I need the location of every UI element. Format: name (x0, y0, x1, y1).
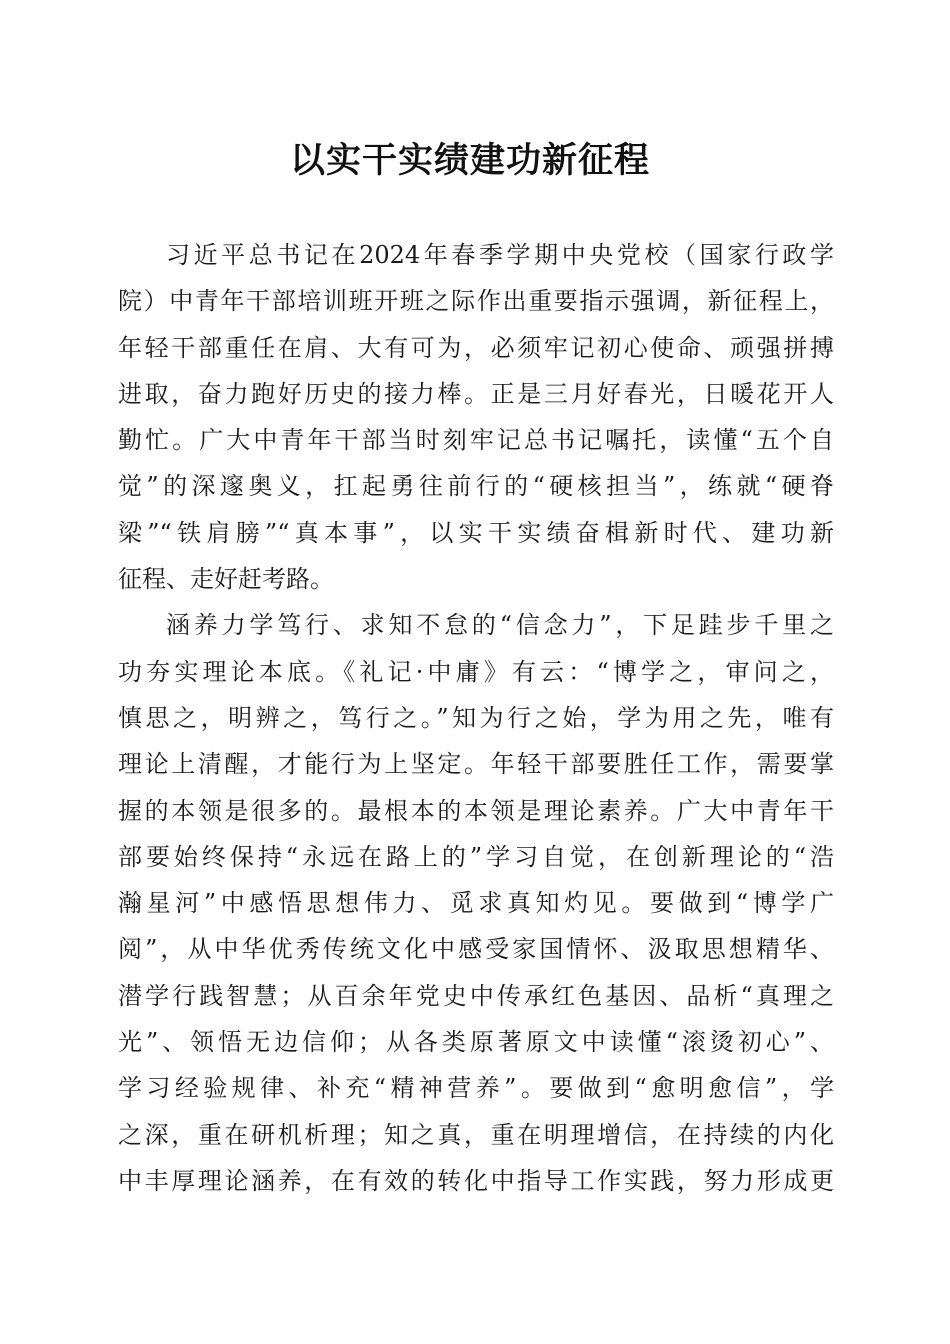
paragraph-line: 光”、领悟无边信仰；从各类原著原文中读懂“滚烫初心”、 (118, 1028, 834, 1057)
paragraph-line: 院）中青年干部培训班开班之际作出重要指示强调，新征程上， (118, 287, 834, 316)
paragraph-line: 涵养力学笃行、求知不怠的“信念力”，下足跬步千里之 (166, 611, 834, 640)
paragraph-line: 功夯实理论本底。《礼记·中庸》有云：“博学之，审问之， (118, 657, 834, 686)
document-body (118, 232, 834, 1204)
paragraph-line: 进取，奋力跑好历史的接力棒。正是三月好春光，日暖花开人 (118, 379, 834, 408)
paragraph-line: 潜学行践智慧；从百余年党史中传承红色基因、品析“真理之 (118, 981, 834, 1010)
paragraph-line: 握的本领是很多的。最根本的本领是理论素养。广大中青年干 (118, 796, 834, 825)
paragraph-line: 勤忙。广大中青年干部当时刻牢记总书记嘱托，读懂“五个自 (118, 426, 834, 455)
document-title: 以实干实绩建功新征程 (289, 140, 650, 181)
paragraph-1 (118, 232, 834, 602)
paragraph-line: 习近平总书记在2024年春季学期中央党校（国家行政学 (166, 241, 834, 269)
paragraph-line: 之深，重在研机析理；知之真，重在明理增信，在持续的内化 (118, 1120, 834, 1149)
paragraph-line: 梁”“铁肩膀”“真本事”，以实干实绩奋楫新时代、建功新 (118, 518, 834, 547)
paragraph-line: 部要始终保持“永远在路上的”学习自觉，在创新理论的“浩 (118, 842, 834, 871)
paragraph-line: 瀚星河”中感悟思想伟力、觅求真知灼见。要做到“博学广 (118, 889, 834, 918)
paragraph-2 (118, 602, 834, 1204)
paragraph-line: 中丰厚理论涵养，在有效的转化中指导工作实践，努力形成更 (118, 1166, 834, 1195)
paragraph-line: 年轻干部重任在肩、大有可为，必须牢记初心使命、顽强拼搏 (118, 333, 834, 362)
paragraph-line: 阅”，从中华优秀传统文化中感受家国情怀、汲取思想精华、 (118, 935, 834, 964)
paragraph-line: 理论上清醒，才能行为上坚定。年轻干部要胜任工作，需要掌 (118, 750, 834, 779)
paragraph-line: 征程、走好赶考路。 (118, 565, 334, 594)
paragraph-line: 慎思之，明辨之，笃行之。”知为行之始，学为用之先，唯有 (118, 703, 834, 732)
paragraph-line: 学习经验规律、补充“精神营养”。要做到“愈明愈信”，学 (118, 1074, 834, 1103)
paragraph-line: 觉”的深邃奥义，扛起勇往前行的“硬核担当”，练就“硬脊 (118, 472, 834, 501)
